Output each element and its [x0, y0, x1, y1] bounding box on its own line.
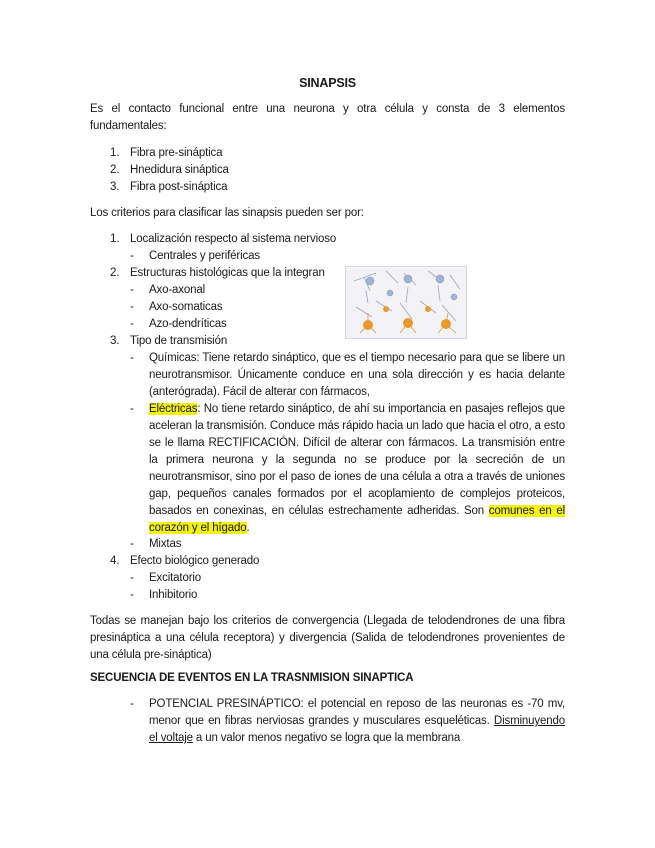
dash-bullet: -	[130, 301, 134, 313]
page-title: SINAPSIS	[299, 76, 356, 90]
dash-bullet: -	[130, 318, 134, 330]
electricas-end: .	[246, 522, 250, 534]
list-item: Fibra post-sináptica	[130, 181, 228, 193]
section-heading: SECUENCIA DE EVENTOS EN LA TRASNMISION SINAPTICA	[90, 672, 414, 684]
intro-paragraph: Es el contacto funcional entre una neurona y otra célula y consta de 3 elementos fundamentales:	[90, 103, 565, 132]
sub-item: Axo-somaticas	[149, 301, 223, 313]
potencial-paragraph	[149, 696, 565, 747]
sub-item: Axo-axonal	[149, 284, 206, 296]
neuron-illustration-icon	[346, 267, 466, 338]
potencial-text-end: a un valor menos negativo se logra que la membrana	[192, 732, 461, 744]
sub-item: Mixtas	[149, 538, 182, 550]
list-number: 3.	[110, 181, 120, 193]
convergencia-paragraph: Todas se manejan bajo los criterios de convergencia (Llegada de telodendrones de una fibra presináptica a una célula receptora) y divergencia (Salida de telodendrones provenientes de una célula pre-sináptica)	[90, 615, 565, 661]
list-number: 4.	[110, 555, 120, 567]
dash-bullet: -	[130, 698, 134, 710]
list-number: 2.	[110, 267, 120, 279]
dash-bullet: -	[130, 352, 134, 364]
dash-bullet: -	[130, 538, 134, 550]
sub-item: Centrales y periféricas	[149, 250, 260, 262]
criteria-intro: Los criterios para clasificar las sinapsis pueden ser por:	[90, 207, 364, 219]
sub-item: Inhibitorio	[149, 589, 198, 601]
list-number: 3.	[110, 335, 120, 347]
dash-bullet: -	[130, 250, 134, 262]
criterion-estructuras: Estructuras histológicas que la integran	[130, 267, 325, 279]
electricas-label: Eléctricas	[149, 403, 198, 415]
dash-bullet: -	[130, 403, 134, 415]
sub-item: Excitatorio	[149, 572, 202, 584]
electricas-highlight: comunes en el corazón y el hígado	[149, 505, 565, 534]
dash-bullet: -	[130, 284, 134, 296]
synapse-types-image	[345, 266, 467, 339]
criterion-efecto: Efecto biológico generado	[130, 555, 260, 567]
list-item: Hnedidura sináptica	[130, 164, 229, 176]
electricas-paragraph	[149, 401, 565, 537]
criterion-localizacion: Localización respecto al sistema nervioso	[130, 233, 337, 245]
dash-bullet: -	[130, 589, 134, 601]
electricas-text: : No tiene retardo sináptico, de ahí su importancia en pasajes reflejos que aceleran la transmisión. Conduce más rápido hacia un lado que hacia el otro, a esto se le llama RECTIFICACIÓN. Difícil de alterar con fármacos. La transmisión entre la primera neurona y la segunda no se produce por la secreción de un neurotransmisor, sino por el paso de iones de una célula a otra a través de uniones gap, pequeños canales formados por el acoplamiento de complejos proteicos, basados en conexinas, en células estrechamente adheridas. Son	[149, 403, 565, 517]
list-number: 1.	[110, 147, 120, 159]
criterion-transmision: Tipo de transmisión	[130, 335, 228, 347]
potencial-underline: Disminuyendo el voltaje	[149, 715, 565, 744]
list-item: Fibra pre-sináptica	[130, 147, 223, 159]
dash-bullet: -	[130, 572, 134, 584]
quimicas-paragraph: Químicas: Tiene retardo sináptico, que es el tiempo necesario para que se libere un neurotransmisor. Únicamente conduce en una sola dirección y es hacia delante (anterógrada). Fácil de alterar con fármacos,	[149, 352, 565, 398]
potencial-text: POTENCIAL PRESINÁPTICO: el potencial en reposo de las neuronas es -70 mv, menor que en fibras nerviosas grandes y musculares esqueléticas.	[149, 698, 565, 727]
list-number: 1.	[110, 233, 120, 245]
sub-item: Azo-dendríticas	[149, 318, 227, 330]
list-number: 2.	[110, 164, 120, 176]
